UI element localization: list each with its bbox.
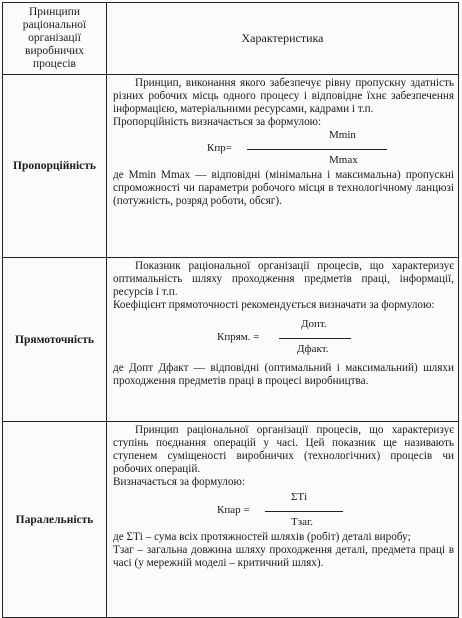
paragraph: Пропорційність визначається за формулою: <box>113 116 322 128</box>
table-row <box>3 422 459 618</box>
paragraph: Визначається за формулою: <box>113 476 245 488</box>
row-text-proportionality <box>107 75 459 258</box>
table-row <box>3 258 459 422</box>
formula-numerator: ΣTі <box>291 491 308 503</box>
formula-proportionality <box>113 129 454 169</box>
row-name-straightness: Прямоточність <box>3 258 107 422</box>
fraction-line <box>265 511 343 512</box>
formula-lhs: Кпр= <box>207 142 232 154</box>
fraction-line <box>247 149 387 150</box>
formula-denominator: Mmax <box>329 154 358 166</box>
header-characteristic: Характеристика <box>107 3 459 75</box>
row-name-proportionality: Пропорційність <box>3 75 107 258</box>
paragraph: Принцип, виконання якого забезпечує рівну пропускну здатність різних робочих місць одного процесу і відповідне їхнє забезпечення інформацією, матеріальними ресурсами, кадрами і т.п. <box>113 77 454 115</box>
table-row <box>3 75 459 258</box>
paragraph: де ΣTі – сума всіх протяжностей шляхів (робіт) деталі виробу; <box>113 531 411 543</box>
paragraph: Принцип раціональної організації процесів, що характеризує ступінь поєднання операцій у часі. Цей показник ще називають ступенем суміщеності виробничих (технологічних) процесів чи робочих операцій. <box>113 424 454 475</box>
paragraph: Коефіцієнт прямоточності рекомендується визначати за формулою: <box>113 299 435 311</box>
paragraph: де Допт Дфакт — відповідні (оптимальний і максимальний) шляхи проходження предметів праці в процесі виробництва. <box>113 362 454 387</box>
formula-numerator: Допт. <box>301 318 327 330</box>
paragraph: Тзаг – загальна довжина шляху проходження деталі, предмета праці в часі (у мережній моделі – критичний шлях). <box>113 544 454 569</box>
formula-parallelism <box>113 489 454 531</box>
paragraph: де Mmin Mmax — відповідні (мінімальна і максимальна) пропускні спроможності чи параметри робочого місця в технологічному ланцюзі (потужність, розряд роботи, обсяг). <box>113 169 454 207</box>
formula-lhs: Кпар = <box>217 504 250 516</box>
table-header-row <box>3 3 459 75</box>
paragraph: Показник раціональної організації процесів, що характеризує оптимальність шляху проходження предметів праці, інформації, ресурсів і т.п. <box>113 260 454 298</box>
formula-denominator: Дфакт. <box>297 343 329 355</box>
formula-straightness <box>113 312 454 362</box>
formula-numerator: Mmin <box>329 129 356 141</box>
row-text-parallelism <box>107 422 459 618</box>
row-name-parallelism: Паралельність <box>3 422 107 618</box>
row-text-straightness <box>107 258 459 422</box>
formula-denominator: Тзаг. <box>291 516 313 528</box>
header-principles: Принципи раціональної організації виробничих процесів <box>3 3 107 75</box>
formula-lhs: Кпрям. = <box>217 331 260 343</box>
principles-table <box>2 2 459 618</box>
fraction-line <box>279 338 351 339</box>
